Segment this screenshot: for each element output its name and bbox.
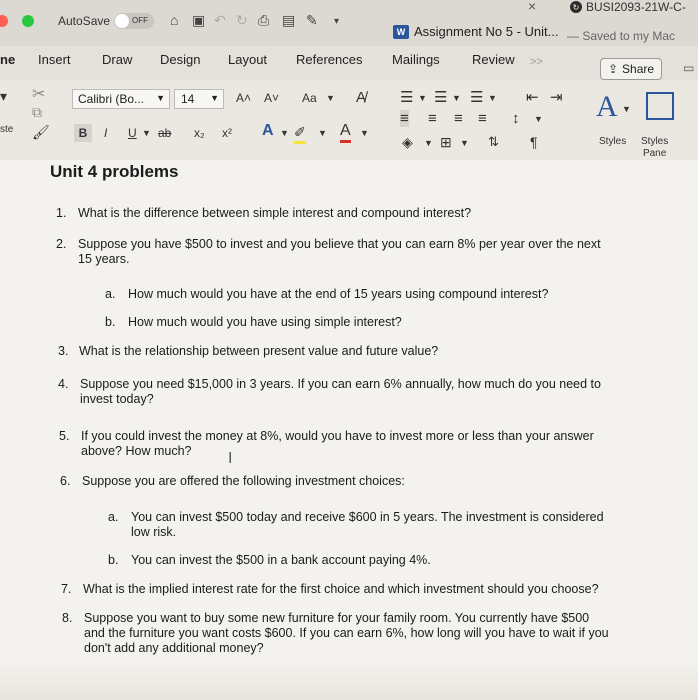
font-name-chevron-down-icon: ▼ (156, 93, 165, 103)
customize-qat-icon[interactable]: ▾ (334, 16, 340, 27)
text-effects-icon[interactable]: A (262, 122, 274, 139)
strikethrough-button[interactable]: ab (158, 126, 172, 140)
styles-chevron-down-icon[interactable]: ▼ (622, 104, 631, 114)
show-formatting-icon[interactable]: ¶ (530, 134, 538, 150)
question-6a-line-2: low risk. (131, 525, 177, 539)
clear-formatting-icon[interactable]: A̸ (356, 89, 367, 106)
paste-icon[interactable]: ▾ (0, 88, 8, 104)
styles-pane-label: Styles Pane (641, 136, 669, 159)
word-doc-icon: W (393, 25, 409, 39)
question-8-line-3: don't add any additional money? (84, 641, 264, 655)
question-2a: How much would you have at the end of 15 years using compound interest? (128, 287, 549, 301)
font-name-select[interactable] (72, 89, 170, 109)
tab-insert[interactable]: Insert (38, 52, 71, 67)
edit-doc-icon[interactable]: ✎ (306, 12, 318, 28)
save-icon[interactable]: ▣ (192, 12, 206, 28)
autosave-toggle[interactable] (114, 13, 154, 29)
italic-button[interactable]: I (104, 126, 108, 140)
question-1: What is the difference between simple interest and compound interest? (78, 206, 472, 220)
share-button[interactable] (600, 58, 662, 80)
question-4-line-1: Suppose you need $15,000 in 3 years. If you can earn 6% annually, how much do you need to (80, 377, 601, 391)
close-icon[interactable]: × (528, 0, 537, 14)
question-6: Suppose you are offered the following investment choices: (82, 474, 405, 488)
cloud-file-title (570, 0, 686, 14)
list-number: 5. (59, 429, 70, 443)
tab-mailings[interactable]: Mailings (392, 52, 440, 67)
shrink-font-button[interactable]: A˅ (264, 91, 280, 105)
text-cursor-icon: I (228, 450, 233, 467)
list-letter: b. (108, 553, 119, 567)
question-2b: How much would you have using simple interest? (128, 315, 402, 329)
borders-icon[interactable]: ⊞ (440, 134, 452, 150)
underline-button[interactable]: U (128, 126, 137, 140)
shading-icon[interactable]: ◈ (402, 134, 413, 150)
subscript-button[interactable]: x₂ (194, 126, 205, 140)
styles-label: Styles (599, 136, 627, 147)
question-8-line-2: and the furniture you want costs $600. If you can earn 6%, how long will you have to wait if you (84, 626, 609, 640)
increase-indent-icon[interactable]: ⇥ (550, 89, 563, 106)
copy-icon[interactable]: ⧉ (32, 104, 42, 120)
list-number: 6. (60, 474, 71, 488)
font-size-select[interactable] (174, 89, 224, 109)
question-8-line-1: Suppose you want to buy some new furniture for your family room. You currently have $500 (84, 611, 590, 625)
list-letter: a. (105, 287, 116, 301)
decrease-indent-icon[interactable]: ⇤ (526, 89, 539, 106)
cut-icon[interactable]: ✂ (32, 86, 46, 103)
font-name-value: Calibri (Bo... (78, 92, 145, 106)
styles-pane-icon[interactable] (646, 92, 674, 120)
highlight-chevron-down-icon[interactable]: ▼ (318, 128, 327, 138)
numbering-chevron-down-icon[interactable]: ▼ (452, 93, 461, 103)
format-painter-icon[interactable]: 🖌 (32, 124, 50, 140)
list-letter: a. (108, 510, 119, 524)
underline-chevron-down-icon[interactable]: ▼ (142, 128, 151, 138)
text-effects-chevron-down-icon[interactable]: ▼ (280, 128, 289, 138)
font-size-chevron-down-icon: ▼ (210, 93, 219, 103)
home-icon[interactable]: ⌂ (170, 12, 179, 28)
comment-icon[interactable]: ▭ (683, 61, 695, 75)
question-2-line-1: Suppose you have $500 to invest and you believe that you can earn 8% per year over the next (78, 237, 601, 251)
template-icon[interactable]: ▤ (282, 12, 296, 28)
print-icon[interactable]: ⎙ (258, 12, 270, 28)
font-color-icon[interactable]: A (340, 122, 351, 143)
bullets-chevron-down-icon[interactable]: ▼ (418, 93, 427, 103)
numbering-icon[interactable]: ☰ (434, 89, 448, 106)
highlight-icon[interactable]: ✐ (294, 124, 306, 144)
list-number: 8. (62, 611, 73, 625)
align-center-icon[interactable]: ≡ (428, 110, 437, 127)
superscript-button[interactable]: x² (222, 126, 232, 140)
question-4-line-2: invest today? (80, 392, 154, 406)
tab-review[interactable]: Review (472, 52, 515, 67)
change-case-chevron-down-icon[interactable]: ▼ (326, 93, 335, 103)
align-left-icon[interactable]: ≡ (400, 110, 409, 127)
document-title (393, 24, 559, 39)
tab-draw[interactable]: Draw (102, 52, 133, 67)
line-spacing-chevron-down-icon[interactable]: ▼ (534, 114, 543, 124)
document-title-text: Assignment No 5 - Unit... (414, 24, 559, 39)
list-number: 2. (56, 237, 67, 251)
tab-home[interactable]: ne (0, 52, 16, 67)
cloud-file-name: BUSI2093-21W-C- (586, 0, 686, 14)
more-tabs-chevron-icon[interactable]: >> (530, 56, 543, 68)
justify-icon[interactable]: ≡ (478, 110, 487, 127)
question-6a-line-1: You can invest $500 today and receive $600 in 5 years. The investment is considered (131, 510, 604, 524)
question-2-line-2: 15 years. (78, 252, 130, 266)
share-icon: ⇪ (607, 62, 619, 76)
question-5-line-2: above? How much? (81, 444, 192, 458)
question-7: What is the implied interest rate for the first choice and which investment should you choose? (83, 582, 599, 596)
list-letter: b. (105, 315, 116, 329)
line-spacing-icon[interactable]: ↕ (512, 110, 520, 127)
page-bottom-shade (0, 660, 698, 700)
sort-icon[interactable]: ⇅ (488, 134, 499, 149)
paste-label: ste (0, 124, 14, 135)
tab-references[interactable]: References (296, 52, 363, 67)
styles-gallery-icon[interactable]: A (596, 90, 618, 123)
multilevel-list-icon[interactable]: ☰ (470, 89, 484, 106)
doc-heading: Unit 4 problems (50, 162, 179, 181)
list-number: 3. (58, 344, 69, 358)
bold-button[interactable]: B (74, 124, 92, 142)
question-3: What is the relationship between present value and future value? (79, 344, 439, 358)
shading-chevron-down-icon[interactable]: ▼ (424, 138, 433, 148)
zoom-window-button[interactable] (22, 15, 34, 27)
multilevel-chevron-down-icon[interactable]: ▼ (488, 93, 497, 103)
question-6b: You can invest the $500 in a bank account paying 4%. (131, 553, 431, 567)
change-case-button[interactable]: Aa (302, 91, 317, 105)
tab-layout[interactable]: Layout (228, 52, 268, 67)
bullets-icon[interactable]: ☰ (400, 89, 414, 106)
question-5-line-1: If you could invest the money at 8%, would you have to invest more or less than your answer (81, 429, 594, 443)
list-number: 7. (61, 582, 72, 596)
share-label: Share (622, 62, 655, 76)
autosave-label: AutoSave (58, 14, 111, 28)
font-color-chevron-down-icon[interactable]: ▼ (360, 128, 369, 138)
align-right-icon[interactable]: ≡ (454, 110, 463, 127)
saved-status: — Saved to my Mac (567, 29, 676, 43)
autosave-state: OFF (132, 16, 148, 25)
cloud-sync-icon: ↻ (570, 1, 582, 13)
font-size-value: 14 (181, 92, 195, 106)
borders-chevron-down-icon[interactable]: ▼ (460, 138, 469, 148)
tab-design[interactable]: Design (160, 52, 201, 67)
grow-font-button[interactable]: A˄ (236, 91, 252, 105)
list-number: 1. (56, 206, 67, 220)
list-number: 4. (58, 377, 69, 391)
undo-icon[interactable]: ↶ (214, 12, 226, 28)
redo-icon[interactable]: ↻ (236, 12, 248, 28)
